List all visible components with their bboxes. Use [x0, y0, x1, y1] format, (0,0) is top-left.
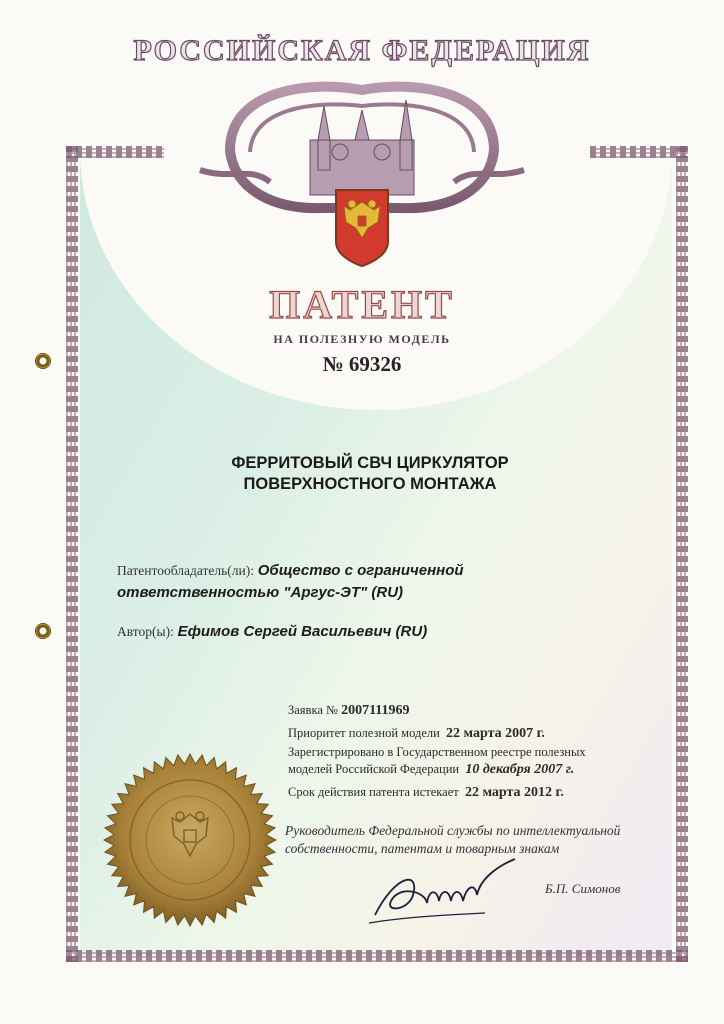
invention-title-line: ФЕРРИТОВЫЙ СВЧ ЦИРКУЛЯТОР — [231, 454, 509, 472]
signatory-title — [285, 822, 675, 858]
application-number: 2007111969 — [341, 703, 410, 718]
holder-value-line1: Общество с ограниченной — [257, 562, 464, 579]
border-top-left — [66, 146, 164, 158]
validity-label: Срок действия патента истекает — [288, 785, 459, 799]
binder-hole-icon — [36, 624, 50, 638]
holder-value-line2: ответственностью "Аргус-ЭТ" (RU) — [117, 584, 404, 601]
registered-row — [288, 744, 668, 778]
registration-details — [288, 702, 668, 803]
border-right — [676, 146, 688, 962]
registered-line1: Зарегистрировано в Государственном реестре полезных — [288, 745, 586, 759]
validity-date: 22 марта 2012 г. — [464, 785, 564, 800]
holder-label: Патентообладатель(ли): — [117, 563, 254, 578]
patent-number: № 69326 — [322, 352, 402, 376]
registered-line2-label: моделей Российской Федерации — [288, 762, 460, 776]
border-bottom — [66, 950, 688, 962]
signatory-title-line1: Руководитель Федеральной службы по интеллектуальной — [285, 823, 621, 838]
application-row — [288, 702, 668, 719]
state-emblem-icon — [190, 70, 534, 270]
gold-seal-icon — [102, 752, 278, 928]
border-left — [66, 146, 78, 962]
validity-row — [288, 784, 668, 801]
handwritten-signature-icon — [365, 855, 525, 930]
document-subtitle: НА ПОЛЕЗНУЮ МОДЕЛЬ — [273, 332, 451, 346]
registered-date: 10 декабря 2007 г. — [465, 762, 575, 777]
patent-holder — [117, 560, 597, 604]
invention-title — [120, 453, 620, 495]
signatory-title-line2: собственности, патентам и товарным знакам — [285, 841, 560, 856]
author-value: Ефимов Сергей Васильевич (RU) — [177, 623, 428, 640]
signatory-name: Б.П. Симонов — [545, 881, 621, 896]
author — [117, 621, 597, 643]
border-top-right — [590, 146, 688, 158]
priority-label: Приоритет полезной модели — [288, 726, 440, 740]
document-type-title: ПАТЕНТ — [269, 282, 455, 327]
country-title: РОССИЙСКАЯ ФЕДЕРАЦИЯ — [133, 34, 591, 67]
invention-title-line: ПОВЕРХНОСТНОГО МОНТАЖА — [243, 475, 497, 493]
application-label: Заявка № — [288, 703, 338, 717]
author-label: Автор(ы): — [117, 624, 174, 639]
priority-row — [288, 725, 668, 742]
priority-date: 22 марта 2007 г. — [446, 726, 545, 741]
